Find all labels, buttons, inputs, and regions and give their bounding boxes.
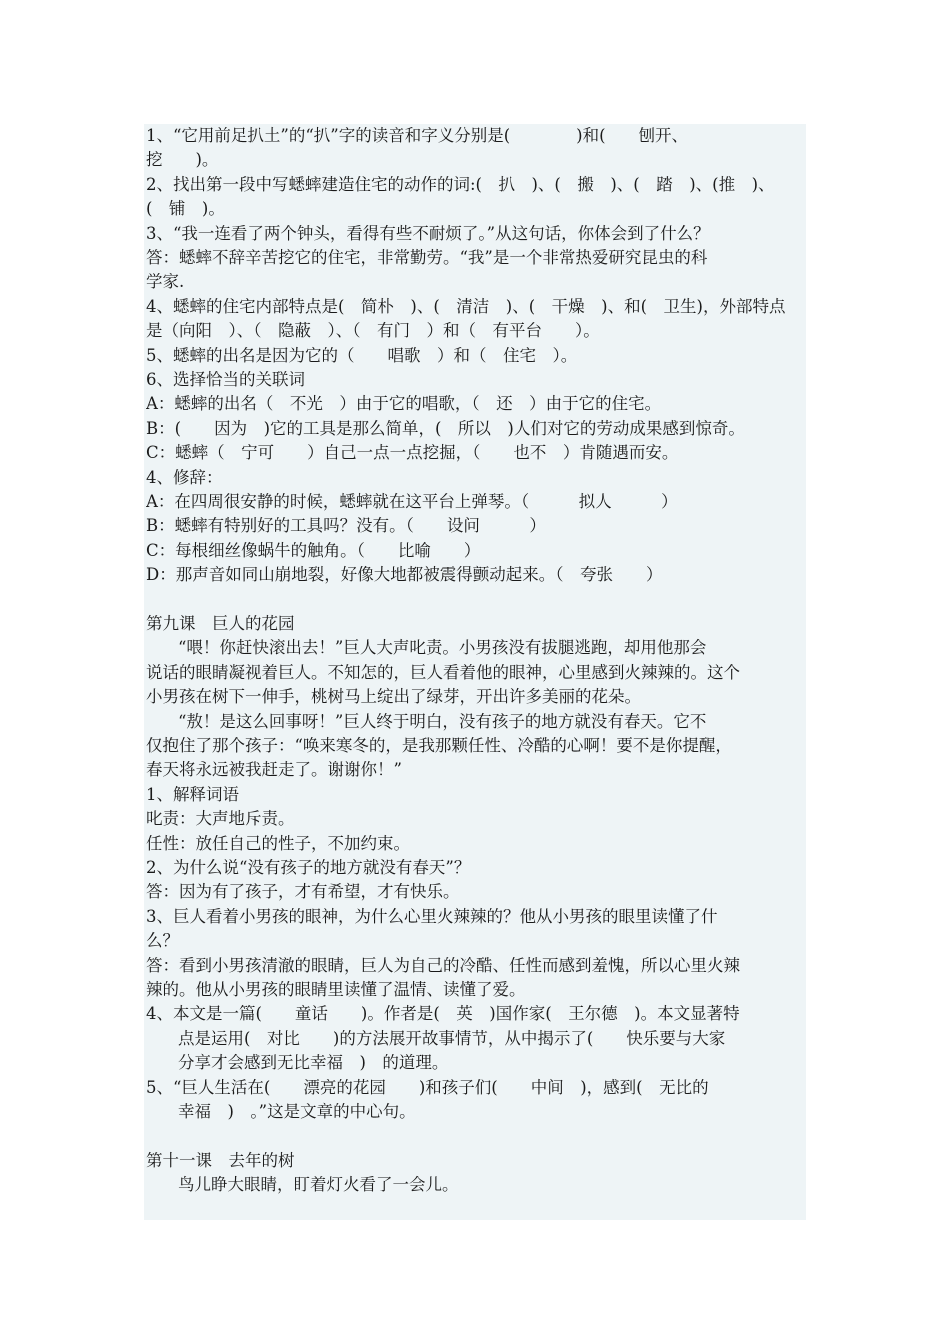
passage-line: “敖！是这么回事呀！”巨人终于明白，没有孩子的地方就没有春天。它不 <box>178 711 707 731</box>
text-line: 学家. <box>146 272 185 292</box>
passage-line: 说话的眼睛凝视着巨人。不知怎的，巨人看着他的眼神，心里感到火辣辣的。这个 <box>146 662 740 682</box>
section-title: 第十一课 去年的树 <box>146 1150 295 1170</box>
text-line: 点是运用( 对比 )的方法展开故事情节，从中揭示了( 快乐要与大家 <box>178 1028 726 1048</box>
text-line: 2、为什么说“没有孩子的地方就没有春天”？ <box>146 858 471 877</box>
passage-line: 仅抱住了那个孩子：“唤来寒冬的，是我那颗任性、冷酷的心啊！要不是你提醒， <box>146 736 732 755</box>
passage-line: 鸟儿睁大眼睛，盯着灯火看了一会儿。 <box>178 1175 459 1195</box>
text-line: B：( 因为 )它的工具是那么简单，( 所以 )人们对它的劳动成果感到惊奇。 <box>146 418 745 438</box>
text-line: 5、“巨人生活在( 漂亮的花园 )和孩子们( 中间 )，感到( 无比的 <box>146 1077 709 1097</box>
text-line: 5、蟋蟀的出名是因为它的（ 唱歌 ）和（ 住宅 ）。 <box>146 345 578 365</box>
text-line: 是（向阳 ）、（ 隐蔽 ）、（ 有门 ）和（ 有平台 ）。 <box>146 321 600 341</box>
text-line: 6、选择恰当的关联词 <box>146 370 305 389</box>
text-line: C：蟋蟀（ 宁可 ）自己一点一点挖掘，（ 也不 ）肯随遇而安。 <box>146 443 679 463</box>
text-line: 辣的。他从小男孩的眼睛里读懂了温情、读懂了爱。 <box>146 980 526 999</box>
passage-line: 小男孩在树下一伸手，桃树马上绽出了绿芽，开出许多美丽的花朵。 <box>146 687 641 707</box>
document-page <box>144 124 806 1220</box>
text-line: 答：看到小男孩清澈的眼睛，巨人为自己的冷酷、任性而感到羞愧，所以心里火辣 <box>146 955 740 975</box>
section-title: 第九课 巨人的花园 <box>146 614 295 633</box>
text-line: A：蟋蟀的出名（ 不光 ）由于它的唱歌，（ 还 ）由于它的住宅。 <box>146 394 662 414</box>
text-line: 4、修辞： <box>146 467 223 487</box>
passage-line: “喂！你赶快滚出去！”巨人大声叱责。小男孩没有拔腿逃跑，却用他那会 <box>178 638 707 658</box>
text-line: 分享才会感到无比幸福 ) 的道理。 <box>178 1053 449 1073</box>
passage-line: 春天将永远被我赶走了。谢谢你！” <box>146 760 402 780</box>
text-line: D：那声音如同山崩地裂，好像大地都被震得颤动起来。（ 夸张 ） <box>146 565 663 585</box>
text-line: ( 铺 )。 <box>146 199 225 219</box>
text-line: 叱责：大声地斥责。 <box>146 809 295 829</box>
text-line: 么？ <box>146 931 179 951</box>
text-line: 答：因为有了孩子，才有希望，才有快乐。 <box>146 882 460 902</box>
text-line: 2、找出第一段中写蟋蟀建造住宅的动作的词:( 扒 )、( 搬 )、( 踏 )、(推 )、 <box>146 174 775 194</box>
text-line: 3、巨人看着小男孩的眼神，为什么心里火辣辣的？他从小男孩的眼里读懂了什 <box>146 906 718 926</box>
text-line: C：每根细丝像蜗牛的触角。（ 比喻 ） <box>146 540 481 560</box>
text-line: 4、蟋蟀的住宅内部特点是( 简朴 )、( 清洁 )、( 干燥 )、和( 卫生)，外部特点 <box>146 296 786 316</box>
text-line: 4、本文是一篇( 童话 )。作者是( 英 )国作家( 王尔德 )。本文显著特 <box>146 1004 740 1024</box>
text-line: B：蟋蟀有特别好的工具吗？没有。（ 设问 ） <box>146 516 546 536</box>
text-line: A：在四周很安静的时候，蟋蟀就在这平台上弹琴。（ 拟人 ） <box>146 492 678 511</box>
text-line: 任性：放任自己的性子，不加约束。 <box>146 833 410 853</box>
text-line: 答：蟋蟀不辞辛苦挖它的住宅，非常勤劳。“我”是一个非常热爱研究昆虫的科 <box>146 248 708 267</box>
text-line: 幸福 ) 。”这是文章的中心句。 <box>178 1102 416 1121</box>
text-line: 3、“我一连看了两个钟头，看得有些不耐烦了。”从这句话，你体会到了什么？ <box>146 223 710 243</box>
text-line: 1、解释词语 <box>146 784 239 804</box>
text-line: 1、“它用前足扒土”的“扒”字的读音和字义分别是( )和( 刨开、 <box>146 126 689 145</box>
text-line: 挖 )。 <box>146 150 219 170</box>
